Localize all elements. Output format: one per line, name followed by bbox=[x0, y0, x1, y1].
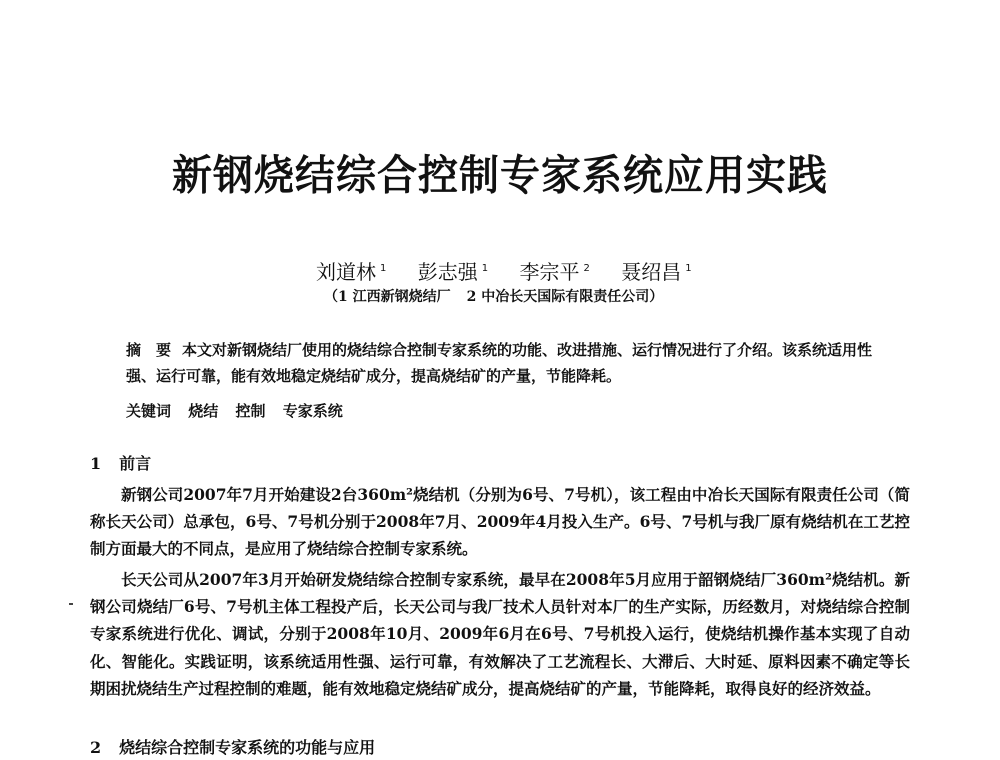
keyword-2: 控制 bbox=[235, 402, 266, 420]
author-name: 李宗平 bbox=[519, 260, 580, 284]
keywords-label: 关键词 bbox=[126, 402, 172, 420]
section-title: 烧结综合控制专家系统的功能与应用 bbox=[119, 738, 376, 757]
author-list bbox=[316, 255, 736, 283]
section-heading-introduction bbox=[90, 452, 151, 476]
affiliation-marker: 1 bbox=[481, 263, 489, 274]
author-2 bbox=[418, 255, 488, 286]
author-3 bbox=[519, 255, 589, 286]
abstract bbox=[126, 337, 896, 389]
keywords bbox=[126, 398, 886, 424]
abstract-text: 本文对新钢烧结厂使用的烧结综合控制专家系统的功能、改进措施、运行情况进行了介绍。该系统适用性强、运行可靠，能有效地稳定烧结矿成分，提高烧结矿的产量，节能降耗。 bbox=[126, 341, 873, 385]
affiliation-1: 1 江西新钢烧结厂 bbox=[338, 289, 451, 305]
author-name: 彭志强 bbox=[417, 260, 478, 284]
affiliation-2: 2 中冶长天国际有限责任公司 bbox=[466, 289, 650, 305]
affiliations bbox=[324, 286, 784, 308]
affiliation-marker: 1 bbox=[685, 263, 692, 274]
author-4 bbox=[621, 255, 691, 286]
paper-title: 新钢烧结综合控制专家系统应用实践 bbox=[172, 151, 828, 200]
affiliation-marker: 1 bbox=[380, 263, 387, 274]
body-paragraph: 新钢公司2007年7月开始建设2台360m²烧结机（分别为6号、7号机），该工程由中冶长天国际有限责任公司（简称长天公司）总承包，6号、7号机分别于2008年7月、2009年4月投入生产。6号、7号机与我厂原有烧结机在工艺控制方面最大的不同点，是应用了烧结综合控制专家系统。 bbox=[90, 485, 910, 559]
keyword-3: 专家系统 bbox=[282, 402, 343, 420]
affiliation-open-paren: （ bbox=[324, 289, 338, 305]
abstract-label: 摘 要 bbox=[126, 341, 172, 359]
section-number: 2 bbox=[90, 738, 102, 757]
section-heading-functions bbox=[90, 736, 375, 760]
author-name: 聂绍昌 bbox=[621, 260, 682, 284]
keyword-1: 烧结 bbox=[188, 402, 219, 420]
author-1 bbox=[316, 255, 386, 286]
section-title: 前言 bbox=[119, 454, 152, 473]
section-number: 1 bbox=[90, 454, 102, 473]
scan-mark bbox=[69, 603, 73, 605]
affiliation-close-paren: ） bbox=[649, 289, 664, 305]
affiliation-marker: 2 bbox=[583, 263, 590, 274]
author-name: 刘道林 bbox=[316, 260, 376, 284]
body-paragraph: 长天公司从2007年3月开始研发烧结综合控制专家系统，最早在2008年5月应用于韶钢烧结厂360m²烧结机。新钢公司烧结厂6号、7号机主体工程投产后，长天公司与我厂技术人员针对本厂的生产实际，历经数月，对烧结综合控制专家系统进行优化、调试，分别于2008年10月、2009年6月在6号、7号机投入运行，使烧结机操作基本实现了自动化、智能化。实践证明，该系统适用性强、运行可靠，有效解决了工艺流程长、大滞后、大时延、原料因素不确定等长期困扰烧结生产过程控制的难题，能有效地稳定烧结矿成分，提高烧结矿的产量，节能降耗，取得良好的经济效益。 bbox=[90, 570, 910, 698]
